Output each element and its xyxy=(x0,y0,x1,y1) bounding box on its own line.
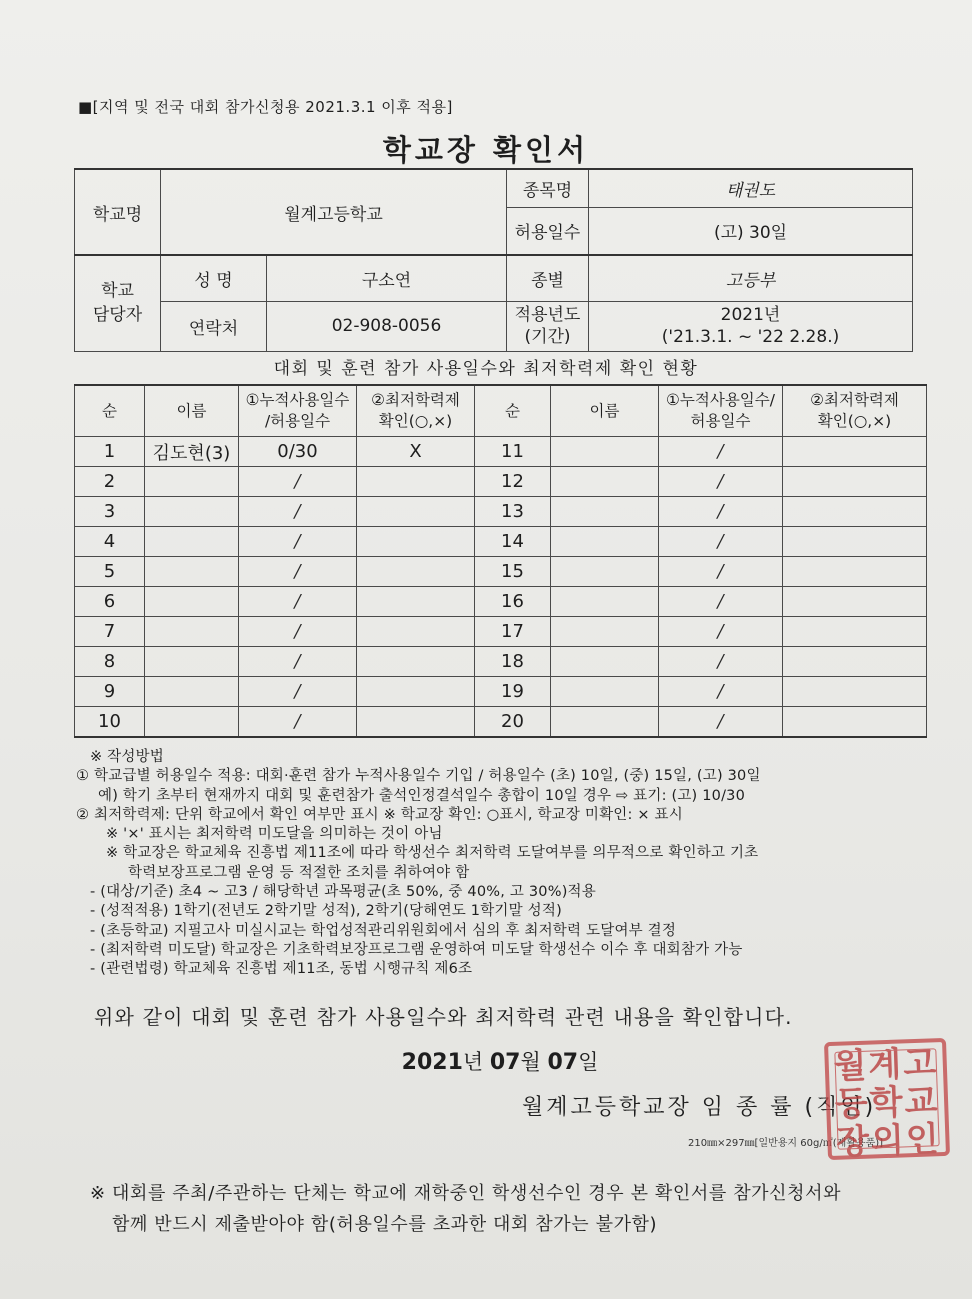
row-name xyxy=(145,617,239,647)
column-header-days-right xyxy=(659,385,783,437)
row-check xyxy=(357,587,475,617)
table-row xyxy=(75,497,927,527)
column-header-days-right-line2: 허용일수 xyxy=(690,412,751,430)
row-check-right xyxy=(783,707,927,738)
row-name-right xyxy=(551,497,659,527)
contact-person-label-line1: 학교 xyxy=(101,281,134,302)
column-header-check-right xyxy=(783,385,927,437)
instruction-2-note-c: 학력보장프로그램 운영 등 적절한 조치를 취하여야 함 xyxy=(128,864,470,881)
row-check-right xyxy=(783,527,927,557)
row-no: 10 xyxy=(75,707,145,738)
confirmation-statement: 위와 같이 대회 및 훈련 참가 사용일수와 최저학력 관련 내용을 확인합니다. xyxy=(94,1005,793,1029)
row-no-right: 19 xyxy=(475,677,551,707)
row-no: 2 xyxy=(75,467,145,497)
stamp-inner-border xyxy=(834,1048,939,1150)
row-days: / xyxy=(239,497,357,527)
row-name xyxy=(145,707,239,738)
row-days-right: / xyxy=(659,497,783,527)
row-check-right xyxy=(783,437,927,467)
instructions xyxy=(76,748,936,980)
row-days-right: / xyxy=(659,527,783,557)
row-check-right xyxy=(783,647,927,677)
column-header-name: 이름 xyxy=(145,385,239,437)
row-days: / xyxy=(239,677,357,707)
row-name-right xyxy=(551,587,659,617)
row-no-right: 12 xyxy=(475,467,551,497)
row-check-right xyxy=(783,587,927,617)
school-value: 월계고등학교 xyxy=(161,169,507,255)
contact-person-label-line2: 담당자 xyxy=(92,305,143,326)
row-name xyxy=(145,677,239,707)
detail-3: - (초등학교) 지필고사 미실시교는 학업성적관리위원회에서 심의 후 최저학력 도달여부 결정 xyxy=(90,922,677,939)
allowed-days-label: 허용일수 xyxy=(507,207,589,255)
date-year: 2021 xyxy=(401,1050,463,1075)
row-check-right xyxy=(783,557,927,587)
row-check-right xyxy=(783,467,927,497)
row-check xyxy=(357,467,475,497)
row-name xyxy=(145,527,239,557)
row-no-right: 16 xyxy=(475,587,551,617)
table-row xyxy=(75,527,927,557)
name-label: 성 명 xyxy=(161,255,267,301)
row-no-right: 20 xyxy=(475,707,551,738)
row-no: 6 xyxy=(75,587,145,617)
row-no: 5 xyxy=(75,557,145,587)
detail-4: - (최저학력 미도달) 학교장은 기초학력보장프로그램 운영하여 미도달 학생선수 이수 후 대회참가 가능 xyxy=(90,941,743,958)
table-row xyxy=(75,437,927,467)
applicable-year-label-line1: 적용년도 xyxy=(514,305,581,325)
row-check-right xyxy=(783,677,927,707)
table-row xyxy=(75,707,927,738)
allowed-days-value: (고) 30일 xyxy=(589,207,913,255)
date-month: 07 xyxy=(489,1050,521,1075)
applicable-year-value-line1: 2021년 xyxy=(720,305,781,325)
row-name xyxy=(145,647,239,677)
row-days-right: / xyxy=(659,647,783,677)
column-header-check-line1: ②최저학력제 xyxy=(371,391,460,409)
detail-1: - (대상/기준) 초4 ~ 고3 / 해당학년 과목평균(초 50%, 중 40%, 고 30%)적용 xyxy=(90,884,596,901)
instruction-2-note-a: ※ '×' 표시는 최저학력 미도달을 의미하는 것이 아님 xyxy=(106,826,443,843)
date-month-unit: 월 xyxy=(520,1050,548,1074)
phone-value: 02-908-0056 xyxy=(267,301,507,351)
row-no-right: 15 xyxy=(475,557,551,587)
table-row xyxy=(75,557,927,587)
footer-line-1: ※ 대회를 주최/주관하는 단체는 학교에 재학중인 학생선수인 경우 본 확인서를 참가신청서와 xyxy=(90,1183,842,1204)
stamp-line-2: 등학교 xyxy=(834,1081,941,1125)
column-header-check-right-line2: 확인(○,×) xyxy=(817,412,892,430)
row-days: / xyxy=(239,557,357,587)
row-no-right: 17 xyxy=(475,617,551,647)
column-header-days-right-line1: ①누적사용일수/ xyxy=(666,391,775,409)
instructions-heading: ※ 작성방법 xyxy=(90,749,164,765)
row-days: / xyxy=(239,467,357,497)
row-no-right: 11 xyxy=(475,437,551,467)
row-days: / xyxy=(239,707,357,738)
category-label: 종별 xyxy=(507,255,589,301)
column-header-name-right: 이름 xyxy=(551,385,659,437)
table-header-row xyxy=(75,385,927,437)
row-days: 0/30 xyxy=(239,437,357,467)
category-value: 고등부 xyxy=(589,255,913,301)
row-check xyxy=(357,497,475,527)
instruction-2: ② 최저학력제: 단위 학교에서 확인 여부만 표시 ※ 학교장 확인: ○표시, 학교장 미확인: × 표시 xyxy=(76,806,683,823)
row-name xyxy=(145,587,239,617)
row-name-right xyxy=(551,617,659,647)
row-name-right xyxy=(551,707,659,738)
row-name xyxy=(145,497,239,527)
row-days-right: / xyxy=(659,437,783,467)
row-name xyxy=(145,467,239,497)
row-check xyxy=(357,557,475,587)
row-check xyxy=(357,617,475,647)
row-check-right xyxy=(783,497,927,527)
row-no: 3 xyxy=(75,497,145,527)
participation-table xyxy=(74,384,927,738)
header-note: ■[지역 및 전국 대회 참가신청용 2021.3.1 이후 적용] xyxy=(78,98,453,116)
row-check: X xyxy=(357,437,475,467)
table-row xyxy=(75,617,927,647)
table-row xyxy=(75,587,927,617)
instruction-1-example: 예) 학기 초부터 현재까지 대회 및 훈련참가 출석인정결석일수 총합이 10일 경우 ⇨ 표기: (고) 10/30 xyxy=(98,787,746,804)
row-no: 4 xyxy=(75,527,145,557)
date-year-unit: 년 xyxy=(462,1050,490,1074)
row-days: / xyxy=(239,647,357,677)
row-days-right: / xyxy=(659,587,783,617)
table-row xyxy=(75,677,927,707)
row-name-right xyxy=(551,467,659,497)
row-name-right xyxy=(551,647,659,677)
row-check-right xyxy=(783,617,927,647)
applicable-year-label xyxy=(507,301,589,351)
row-days-right: / xyxy=(659,707,783,738)
row-days-right: / xyxy=(659,617,783,647)
row-name: 김도현(3) xyxy=(145,437,239,467)
row-name-right xyxy=(551,557,659,587)
date-day-unit: 일 xyxy=(578,1050,599,1074)
stamp-line-1: 월계고 xyxy=(832,1043,939,1087)
row-days-right: / xyxy=(659,677,783,707)
applicable-year-value-line2: ('21.3.1. ~ '22 2.28.) xyxy=(661,327,840,347)
table-row xyxy=(75,467,927,497)
event-label: 종목명 xyxy=(507,169,589,207)
footer-notice xyxy=(90,1178,841,1240)
row-check xyxy=(357,527,475,557)
footer-line-2: 함께 반드시 제출받아야 함(허용일수를 초과한 대회 참가는 불가함) xyxy=(112,1214,658,1235)
instruction-1: ① 학교급별 허용일수 적용: 대회·훈련 참가 누적사용일수 기입 / 허용일수 (초) 10일, (중) 15일, (고) 30일 xyxy=(76,768,761,785)
column-header-check-line2: 확인(○,×) xyxy=(378,412,453,430)
row-check xyxy=(357,677,475,707)
row-no: 9 xyxy=(75,677,145,707)
column-header-days-line1: ①누적사용일수 xyxy=(245,391,350,409)
row-check xyxy=(357,707,475,738)
table-row xyxy=(75,647,927,677)
column-header-no: 순 xyxy=(75,385,145,437)
row-days: / xyxy=(239,617,357,647)
row-no-right: 14 xyxy=(475,527,551,557)
column-header-days-line2: /허용일수 xyxy=(264,412,331,430)
section-title: 대회 및 훈련 참가 사용일수와 최저학력제 확인 현황 xyxy=(273,359,699,379)
detail-2: - (성적적용) 1학기(전년도 2학기말 성적), 2학기(당해연도 1학기말 성적) xyxy=(90,903,562,920)
row-no-right: 18 xyxy=(475,647,551,677)
row-name-right xyxy=(551,677,659,707)
official-seal-stamp xyxy=(824,1038,950,1163)
row-no: 1 xyxy=(75,437,145,467)
paper-size-note: 210㎜×297㎜[일반용지 60g/㎡(재활용품)] xyxy=(688,1138,884,1149)
row-name xyxy=(145,557,239,587)
row-check xyxy=(357,647,475,677)
row-no: 7 xyxy=(75,617,145,647)
date-day: 07 xyxy=(547,1050,579,1075)
row-days: / xyxy=(239,587,357,617)
row-days-right: / xyxy=(659,467,783,497)
stamp-line-3: 장의인 xyxy=(835,1119,942,1163)
column-header-no-right: 순 xyxy=(475,385,551,437)
detail-5: - (관련법령) 학교체육 진흥법 제11조, 동법 시행규칙 제6조 xyxy=(90,961,473,978)
column-header-days xyxy=(239,385,357,437)
column-header-check-right-line1: ②최저학력제 xyxy=(810,391,899,409)
name-value: 구소연 xyxy=(267,255,507,301)
row-name-right xyxy=(551,437,659,467)
row-days-right: / xyxy=(659,557,783,587)
applicable-year-label-line2: (기간) xyxy=(524,327,571,347)
instruction-2-note-b: ※ 학교장은 학교체육 진흥법 제11조에 따라 학생선수 최저학력 도달여부를 의무적으로 확인하고 기초 xyxy=(106,845,759,862)
document-title: 학교장 확인서 xyxy=(382,133,590,167)
principal-signature-line: 월계고등학교장 임 종 률 (직인) xyxy=(522,1095,877,1120)
row-name-right xyxy=(551,527,659,557)
event-value: 태권도 xyxy=(589,169,913,207)
contact-person-label xyxy=(75,255,161,351)
row-no: 8 xyxy=(75,647,145,677)
row-no-right: 13 xyxy=(475,497,551,527)
phone-label: 연락처 xyxy=(161,301,267,351)
school-label: 학교명 xyxy=(75,169,161,255)
school-info-table xyxy=(74,168,913,352)
column-header-check xyxy=(357,385,475,437)
row-days: / xyxy=(239,527,357,557)
applicable-year-value xyxy=(589,301,913,351)
